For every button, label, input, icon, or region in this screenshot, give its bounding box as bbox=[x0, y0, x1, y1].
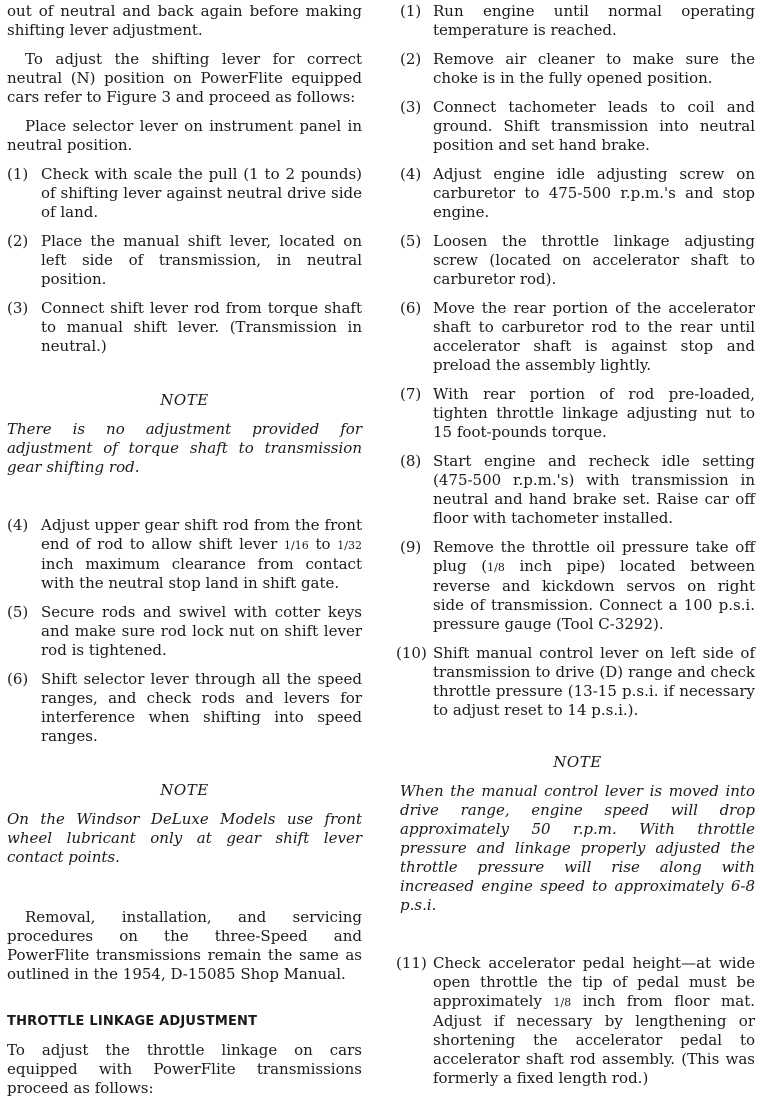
step-item bbox=[400, 299, 755, 375]
note-text: When the manual control lever is moved into drive range, engine speed will drop approximately 50 r.p.m. With throttle pressure and linkage properly adjusted the throttle pressure will rise along with increased engine speed to approximately 6-8 p.s.i. bbox=[400, 782, 755, 914]
step-text bbox=[41, 516, 362, 593]
step-text: With rear portion of rod pre-loaded, tighten throttle linkage adjusting nut to 15 foot-pounds torque. bbox=[433, 385, 755, 441]
step-item bbox=[400, 98, 755, 155]
step-text-part: Adjust upper gear shift rod from the front end of rod to allow shift lever bbox=[41, 516, 362, 553]
step-text: Move the rear portion of the accelerator shaft to carburetor rod to the rear until accelerator shaft is against stop and preload the assembly lightly. bbox=[433, 299, 755, 374]
step-item bbox=[396, 644, 755, 720]
step-text: Loosen the throttle linkage adjusting screw (located on accelerator shaft to carburetor rod). bbox=[433, 232, 755, 288]
right-column bbox=[396, 0, 755, 1088]
step-number: (6) bbox=[7, 670, 29, 688]
step-text: Place the manual shift lever, located on left side of transmission, in neutral position. bbox=[41, 232, 362, 288]
step-number: (2) bbox=[400, 50, 422, 68]
step-item bbox=[400, 2, 755, 40]
step-text-part: to bbox=[315, 535, 331, 553]
step-text: Shift manual control lever on left side of transmission to drive (D) range and check throttle pressure (13-15 p.s.i. if necessary to adjust reset to 14 p.s.i.). bbox=[433, 644, 755, 719]
step-number: (8) bbox=[400, 452, 422, 470]
step-number: (4) bbox=[400, 165, 422, 183]
step-number: (3) bbox=[7, 299, 29, 317]
step-text-part: inch pipe) located between reverse and kickdown servos on right side of transmission. Connect a 100 p.s.i. pressure gauge (Tool C-3292). bbox=[433, 557, 755, 633]
step-number: (4) bbox=[7, 516, 29, 534]
steps-list-a bbox=[7, 165, 362, 356]
step-text bbox=[433, 954, 755, 1088]
step-text-part: inch from floor mat. Adjust if necessary by lengthening or shortening the accelerator pedal to accelerator shaft rod assembly. (This was formerly a fixed length rod.) bbox=[433, 992, 755, 1087]
step-number: (7) bbox=[400, 385, 422, 403]
step-number: (5) bbox=[7, 603, 29, 621]
step-text: Start engine and recheck idle setting (475-500 r.p.m.'s) with transmission in neutral and hand brake set. Raise car off floor with tachometer installed. bbox=[433, 452, 755, 527]
note-title: NOTE bbox=[160, 391, 209, 409]
step-text: Adjust engine idle adjusting screw on carburetor to 475-500 r.p.m.'s and stop engine. bbox=[433, 165, 755, 221]
step-item bbox=[7, 299, 362, 356]
step-number: (9) bbox=[400, 538, 422, 556]
step-item bbox=[400, 452, 755, 528]
fraction: 1/8 bbox=[553, 996, 572, 1009]
step-number: (5) bbox=[400, 232, 422, 250]
step-item bbox=[400, 165, 755, 222]
step-text-part: Check accelerator pedal height—at wide open throttle the tip of pedal must be approximately bbox=[433, 954, 755, 1010]
step-item bbox=[400, 232, 755, 289]
step-number: (1) bbox=[7, 165, 29, 183]
note-title: NOTE bbox=[553, 753, 602, 771]
note-text: On the Windsor DeLuxe Models use front wheel lubricant only at gear shift lever contact points. bbox=[7, 810, 362, 866]
step-item bbox=[7, 603, 362, 660]
step-item bbox=[7, 670, 362, 746]
step-text bbox=[433, 538, 755, 634]
step-number: (1) bbox=[400, 2, 422, 20]
fraction: 1/32 bbox=[337, 539, 362, 552]
step-item bbox=[400, 50, 755, 88]
section-heading: THROTTLE LINKAGE ADJUSTMENT bbox=[7, 1014, 258, 1029]
step-item bbox=[7, 232, 362, 289]
step-number: (11) bbox=[396, 954, 427, 972]
step-text: Run engine until normal operating temperature is reached. bbox=[433, 2, 755, 39]
step-text: Connect tachometer leads to coil and ground. Shift transmission into neutral position and set hand brake. bbox=[433, 98, 755, 154]
note-title: NOTE bbox=[160, 781, 209, 799]
fraction: 1/8 bbox=[487, 561, 505, 574]
step-item bbox=[396, 954, 755, 1088]
step-item bbox=[7, 516, 362, 593]
removal-para: Removal, installation, and servicing procedures on the three-Speed and PowerFlite transmissions remain the same as outlined in the 1954, D-15085 Shop Manual. bbox=[7, 908, 362, 983]
step-number: (2) bbox=[7, 232, 29, 250]
step-number: (3) bbox=[400, 98, 422, 116]
step-text-part: Remove the throttle oil pressure take off plug ( bbox=[433, 538, 755, 575]
shift-lever-intro: To adjust the shifting lever for correct neutral (N) position on PowerFlite equipped cars refer to Figure 3 and proceed as follows: bbox=[7, 50, 362, 106]
step-text: Check with scale the pull (1 to 2 pounds) of shifting lever against neutral drive side of land. bbox=[41, 165, 362, 221]
note-text: There is no adjustment provided for adjustment of torque shaft to transmission gear shifting rod. bbox=[7, 420, 362, 476]
step-number: (6) bbox=[400, 299, 422, 317]
steps-list-b bbox=[7, 516, 362, 746]
step-item bbox=[400, 538, 755, 634]
fraction: 1/16 bbox=[284, 539, 309, 552]
throttle-steps-list bbox=[396, 2, 755, 720]
throttle-intro: To adjust the throttle linkage on cars equipped with PowerFlite transmissions proceed as follows: bbox=[7, 1041, 362, 1097]
step-text: Shift selector lever through all the speed ranges, and check rods and levers for interference when shifting into speed ranges. bbox=[41, 670, 362, 745]
step-number: (10) bbox=[396, 644, 427, 662]
step-text: Connect shift lever rod from torque shaft to manual shift lever. (Transmission in neutral.) bbox=[41, 299, 362, 355]
left-column bbox=[7, 0, 362, 1098]
selector-lever-para: Place selector lever on instrument panel in neutral position. bbox=[7, 117, 362, 154]
intro-continuation: out of neutral and back again before making shifting lever adjustment. bbox=[7, 2, 362, 39]
step-item bbox=[400, 385, 755, 442]
step-text: Remove air cleaner to make sure the choke is in the fully opened position. bbox=[433, 50, 755, 87]
step-text: Secure rods and swivel with cotter keys and make sure rod lock nut on shift lever rod is tightened. bbox=[41, 603, 362, 659]
step-text-part: inch maximum clearance from contact with the neutral stop land in shift gate. bbox=[41, 555, 362, 592]
step-item bbox=[7, 165, 362, 222]
